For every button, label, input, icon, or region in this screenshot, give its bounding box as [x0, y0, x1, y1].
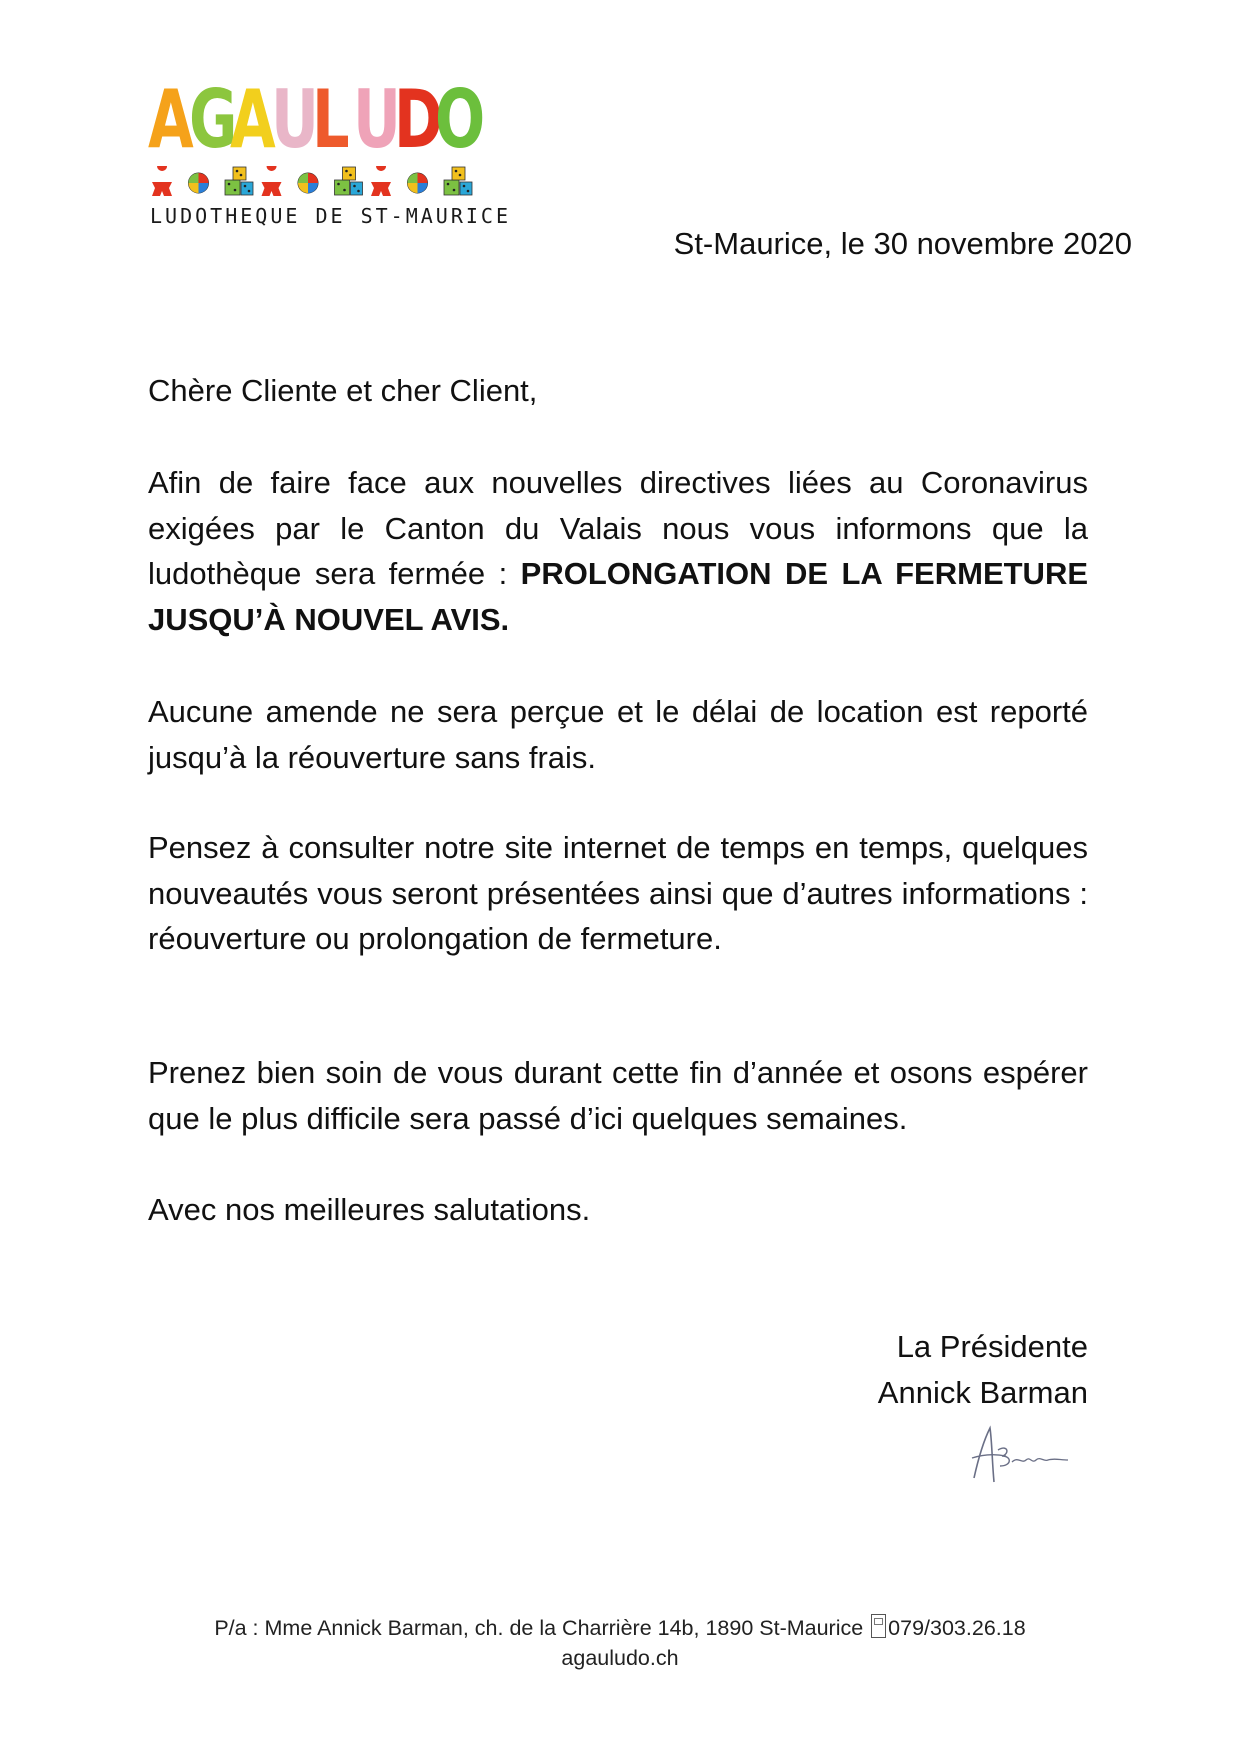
ball-icon — [408, 173, 428, 193]
paragraph-wishes: Prenez bien soin de vous durant cette fin d’année et osons espérer que le plus difficile sera passé d’ici quelques semaines. — [148, 1055, 1088, 1136]
footer-address-line — [0, 1613, 1240, 1643]
paragraph-website: Pensez à consulter notre site internet de temps en temps, quelques nouveautés vous seront présentées ainsi que d’autres informations : réouverture ou prolongation de fermeture. — [148, 830, 1088, 956]
footer-phone: 079/303.26.18 — [888, 1616, 1026, 1640]
logo-letter: O — [435, 73, 486, 166]
signature-block — [878, 1324, 1088, 1416]
letter-date: St-Maurice, le 30 novembre 2020 — [673, 226, 1132, 261]
letter-closing: Avec nos meilleures salutations. — [148, 1192, 591, 1227]
agauludo-logo — [148, 73, 511, 232]
letter-salutation: Chère Cliente et cher Client, — [148, 373, 538, 408]
logo-letter: A — [148, 73, 194, 166]
paragraph-closure-text: Afin de faire face aux nouvelles directives liées au Coronavirus exigées par le Canton du Valais nous vous informons que la ludothèque sera fermée : — [148, 465, 1088, 591]
handwritten-signature — [962, 1420, 1072, 1490]
meeple-icon — [371, 166, 391, 196]
logo-letter: L — [312, 73, 350, 166]
logo-letter: U — [271, 73, 319, 166]
logo-wordmark — [148, 73, 488, 166]
phone-icon — [871, 1614, 886, 1638]
meeple-icon — [152, 166, 172, 196]
dice-icon — [225, 167, 253, 195]
logo-letter: G — [189, 73, 238, 166]
letter-footer — [0, 1613, 1240, 1673]
paragraph-fines: Aucune amende ne sera perçue et le délai de location est reporté jusqu’à la réouverture sans frais. — [148, 694, 1088, 775]
logo-letter: A — [230, 73, 276, 166]
ball-icon — [298, 173, 318, 193]
logo-icon-row — [148, 166, 488, 198]
logo-letter: D — [394, 73, 444, 166]
signer-role: La Présidente — [896, 1329, 1088, 1364]
meeple-icon — [262, 166, 282, 196]
paragraph-closure-notice — [148, 460, 1088, 642]
closure-extension-notice: PROLONGATION DE LA FERMETURE JUSQU’À NOUVEL AVIS. — [148, 556, 1089, 637]
footer-address: P/a : Mme Annick Barman, ch. de la Charrière 14b, 1890 St-Maurice — [214, 1616, 870, 1640]
dice-icon — [444, 167, 472, 195]
logo-letter: U — [353, 73, 401, 166]
signer-name: Annick Barman — [877, 1375, 1088, 1410]
footer-website: agauludo.ch — [561, 1646, 679, 1670]
ball-icon — [189, 173, 209, 193]
logo-subtitle: LUDOTHEQUE DE ST-MAURICE — [150, 204, 511, 228]
dice-icon — [335, 167, 363, 195]
